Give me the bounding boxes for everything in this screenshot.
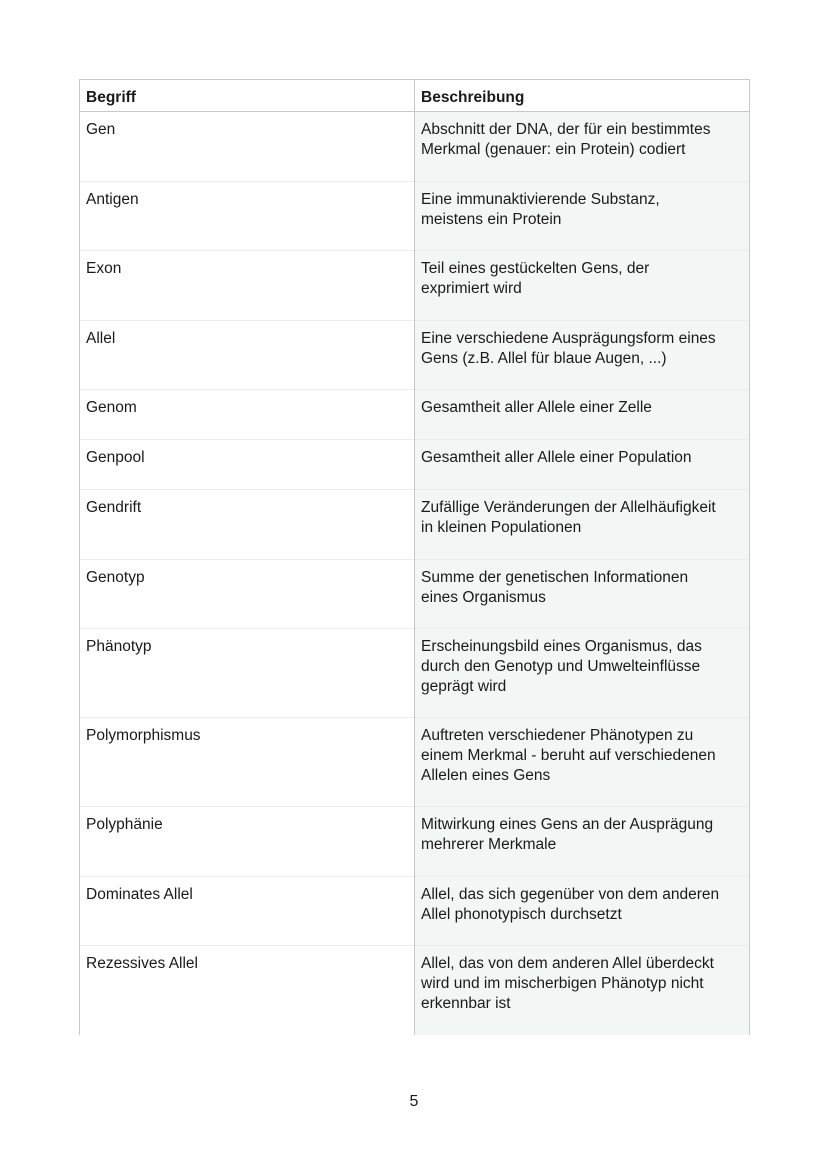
description-line: meistens ein Protein <box>421 211 562 228</box>
table-row <box>80 560 750 629</box>
description-cell <box>415 877 750 946</box>
table-row <box>80 390 750 440</box>
description-line: Eine verschiedene Ausprägungsform eines <box>421 330 716 347</box>
description-cell <box>415 490 750 560</box>
table-row <box>80 718 750 807</box>
description-line: Abschnitt der DNA, der für ein bestimmtes <box>421 121 711 138</box>
description-cell <box>415 946 750 1035</box>
description-cell <box>415 807 750 877</box>
table-row <box>80 112 750 182</box>
header-description: Beschreibung <box>415 80 750 112</box>
term-cell: Genotyp <box>80 560 415 629</box>
table-row <box>80 182 750 251</box>
description-line: Teil eines gestückelten Gens, der <box>421 260 650 277</box>
description-cell <box>415 629 750 718</box>
term-cell: Allel <box>80 321 415 390</box>
term-cell: Phänotyp <box>80 629 415 718</box>
term-cell: Genom <box>80 390 415 440</box>
term-cell: Gendrift <box>80 490 415 560</box>
term-cell: Antigen <box>80 182 415 251</box>
description-line: Gesamtheit aller Allele einer Zelle <box>421 399 652 416</box>
table-row <box>80 440 750 490</box>
description-cell <box>415 182 750 251</box>
description-cell <box>415 112 750 182</box>
description-cell <box>415 251 750 321</box>
description-line: einem Merkmal - beruht auf verschiedenen <box>421 747 716 764</box>
description-line: Mitwirkung eines Gens an der Ausprägung <box>421 816 714 833</box>
term-cell: Exon <box>80 251 415 321</box>
term-cell: Rezessives Allel <box>80 946 415 1035</box>
description-line: eines Organismus <box>421 589 546 606</box>
term-cell: Polymorphismus <box>80 718 415 807</box>
description-line: wird und im mischerbigen Phänotyp nicht <box>421 975 704 992</box>
description-line: Allel, das von dem anderen Allel überdeckt <box>421 955 714 972</box>
description-line: durch den Genotyp und Umwelteinflüsse <box>421 658 701 675</box>
table-row <box>80 321 750 390</box>
table-row <box>80 251 750 321</box>
page-number: 5 <box>409 1093 419 1110</box>
description-line: erkennbar ist <box>421 995 511 1012</box>
description-cell <box>415 440 750 490</box>
term-cell: Gen <box>80 112 415 182</box>
description-cell <box>415 560 750 629</box>
table-row <box>80 629 750 718</box>
description-line: Zufällige Veränderungen der Allelhäufigkeit <box>421 499 716 516</box>
header-term: Begriff <box>80 80 415 112</box>
glossary-table <box>79 79 750 1035</box>
description-line: Allel phonotypisch durchsetzt <box>421 906 622 923</box>
table-row <box>80 877 750 946</box>
description-cell <box>415 390 750 440</box>
glossary-body <box>80 112 750 1035</box>
description-line: Auftreten verschiedener Phänotypen zu <box>421 727 694 744</box>
description-line: Gens (z.B. Allel für blaue Augen, ...) <box>421 350 667 367</box>
term-cell: Genpool <box>80 440 415 490</box>
description-line: Erscheinungsbild eines Organismus, das <box>421 638 702 655</box>
description-cell <box>415 718 750 807</box>
description-cell <box>415 321 750 390</box>
term-cell: Dominates Allel <box>80 877 415 946</box>
table-row <box>80 807 750 877</box>
description-line: Summe der genetischen Informationen <box>421 569 689 586</box>
description-line: geprägt wird <box>421 678 507 695</box>
description-line: Allel, das sich gegenüber von dem anderen <box>421 886 720 903</box>
description-line: Allelen eines Gens <box>421 767 551 784</box>
description-line: in kleinen Populationen <box>421 519 582 536</box>
description-line: Merkmal (genauer: ein Protein) codiert <box>421 141 686 158</box>
table-row <box>80 490 750 560</box>
description-line: Eine immunaktivierende Substanz, <box>421 191 660 208</box>
description-line: Gesamtheit aller Allele einer Population <box>421 449 692 466</box>
description-line: mehrerer Merkmale <box>421 836 557 853</box>
table-row <box>80 946 750 1035</box>
term-cell: Polyphänie <box>80 807 415 877</box>
description-line: exprimiert wird <box>421 280 522 297</box>
table-header-row <box>80 80 750 112</box>
